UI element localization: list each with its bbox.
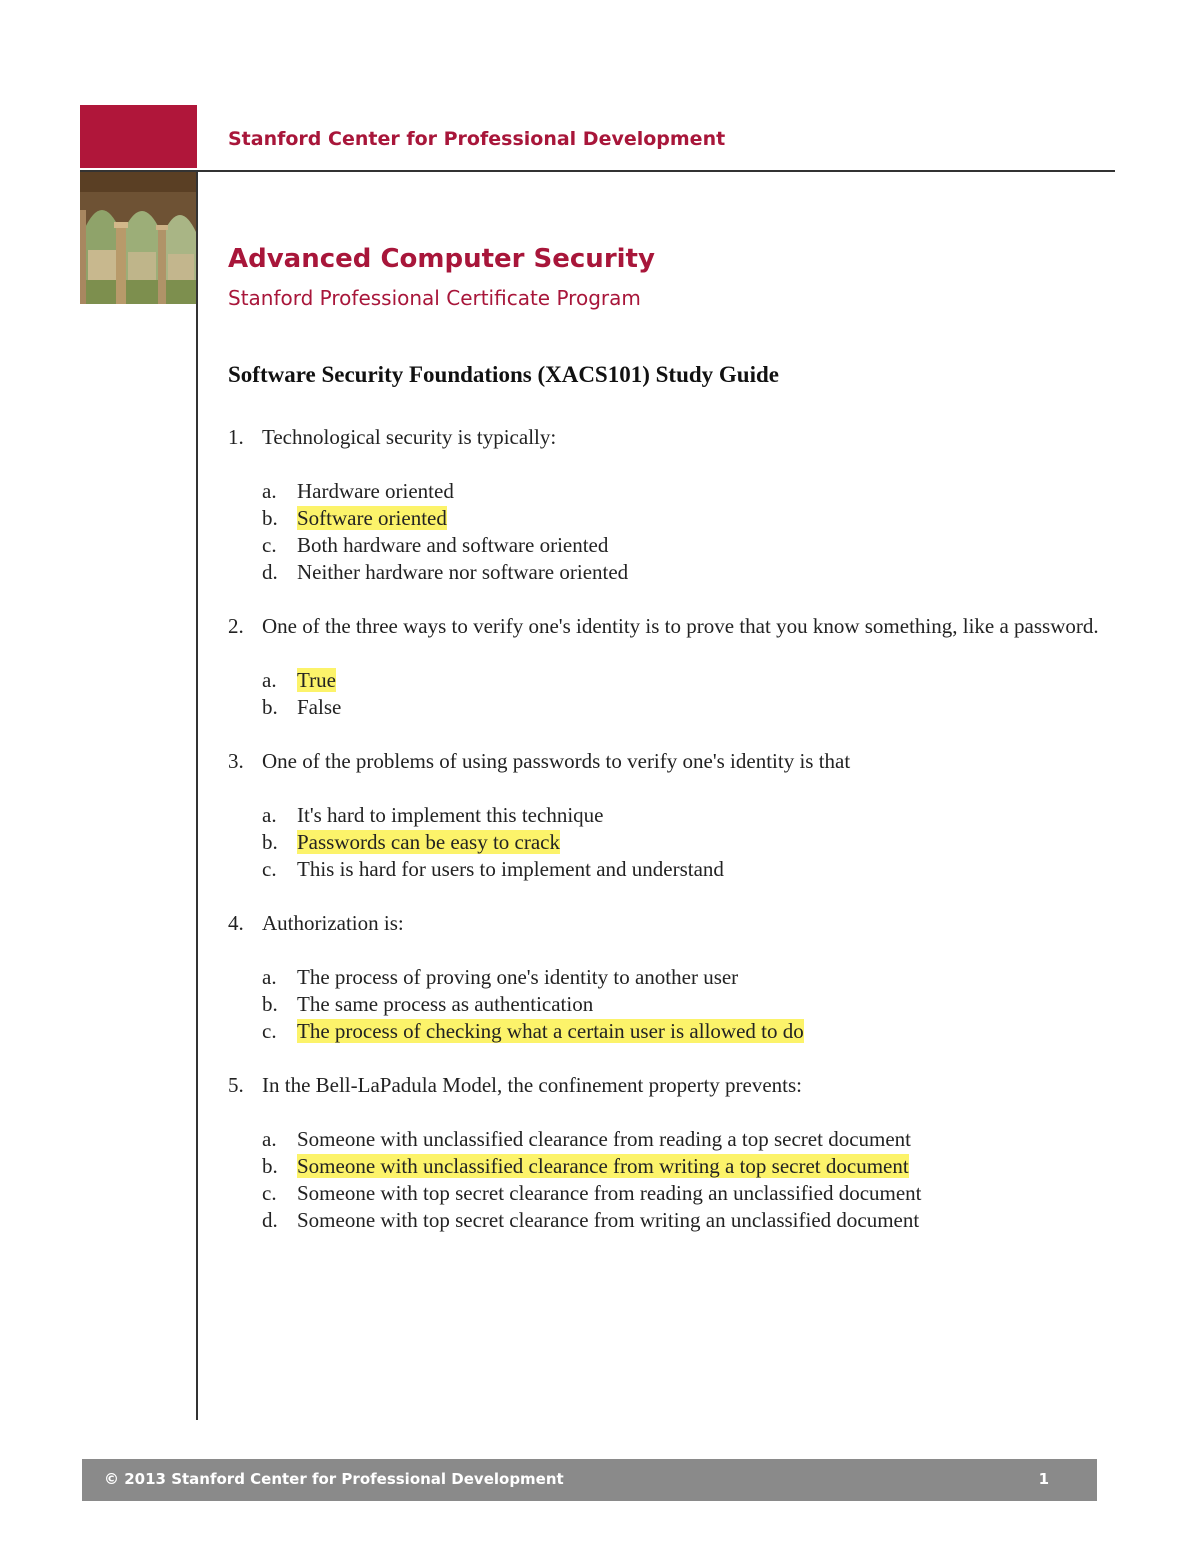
question-item (228, 1072, 1108, 1099)
answer-option (262, 667, 1108, 694)
question-item (228, 613, 1108, 640)
answer-options (228, 667, 1108, 721)
option-text: The process of proving one's identity to another user (297, 965, 739, 989)
option-text: Someone with unclassified clearance from reading a top secret document (297, 1127, 912, 1151)
question-text: One of the three ways to verify one's identity is to prove that you know something, like a password. (262, 614, 1099, 638)
answer-options (228, 478, 1108, 586)
answer-option (262, 505, 1108, 532)
option-letter: a. (262, 965, 277, 989)
option-letter: b. (262, 1154, 278, 1178)
answer-option (262, 478, 1108, 505)
option-text: False (297, 695, 342, 719)
option-text: The same process as authentication (297, 992, 594, 1016)
answer-options (228, 802, 1108, 883)
footer-copyright: © 2013 Stanford Center for Professional Development (104, 1470, 564, 1488)
question-text: Authorization is: (262, 911, 404, 935)
question-item (228, 424, 1108, 451)
question-number: 5. (228, 1073, 244, 1097)
header-org-name: Stanford Center for Professional Development (228, 128, 726, 150)
answer-option (262, 964, 1108, 991)
header-red-block (80, 105, 197, 168)
question-item (228, 910, 1108, 937)
option-text: Neither hardware nor software oriented (297, 560, 629, 584)
option-letter: c. (262, 1019, 277, 1043)
answer-option (262, 532, 1108, 559)
question-text: Technological security is typically: (262, 425, 557, 449)
option-letter: c. (262, 1181, 277, 1205)
option-text: Hardware oriented (297, 479, 454, 503)
question-number: 3. (228, 749, 244, 773)
answer-option (262, 1180, 1108, 1207)
option-letter: b. (262, 695, 278, 719)
course-subtitle: Stanford Professional Certificate Program (228, 286, 641, 310)
course-title: Advanced Computer Security (228, 244, 655, 274)
option-letter: a. (262, 668, 277, 692)
question-item (228, 748, 1108, 775)
answer-option (262, 1153, 1108, 1180)
vertical-rule (196, 170, 198, 1420)
option-letter: b. (262, 992, 278, 1016)
option-letter: b. (262, 506, 278, 530)
answer-option (262, 802, 1108, 829)
highlighted-answer-text: Software oriented (297, 506, 447, 530)
option-text: This is hard for users to implement and understand (297, 857, 724, 881)
answer-option (262, 559, 1108, 586)
answer-option (262, 1207, 1108, 1234)
campus-arches-photo (80, 170, 197, 304)
answer-option (262, 829, 1108, 856)
option-letter: a. (262, 1127, 277, 1151)
option-letter: c. (262, 533, 277, 557)
highlighted-answer-text: True (297, 668, 336, 692)
question-number: 2. (228, 614, 244, 638)
question-spacer (228, 721, 1108, 748)
highlighted-answer-text: Passwords can be easy to crack (297, 830, 560, 854)
question-list (228, 424, 1108, 1234)
option-text: Both hardware and software oriented (297, 533, 609, 557)
footer-page-number: 1 (1038, 1470, 1049, 1488)
option-text: It's hard to implement this technique (297, 803, 604, 827)
highlighted-answer-text: The process of checking what a certain user is allowed to do (297, 1019, 804, 1043)
option-letter: b. (262, 830, 278, 854)
option-text: Someone with top secret clearance from writing an unclassified document (297, 1208, 920, 1232)
option-letter: a. (262, 479, 277, 503)
option-letter: a. (262, 803, 277, 827)
question-spacer (228, 883, 1108, 910)
question-spacer (228, 1045, 1108, 1072)
highlighted-answer-text: Someone with unclassified clearance from writing a top secret document (297, 1154, 909, 1178)
question-number: 4. (228, 911, 244, 935)
horizontal-rule (80, 170, 1115, 172)
question-text: One of the problems of using passwords to verify one's identity is that (262, 749, 851, 773)
answer-option (262, 991, 1108, 1018)
question-text: In the Bell-LaPadula Model, the confinement property prevents: (262, 1073, 803, 1097)
answer-option (262, 1018, 1108, 1045)
answer-option (262, 694, 1108, 721)
answer-option (262, 856, 1108, 883)
option-letter: d. (262, 560, 278, 584)
study-guide-title: Software Security Foundations (XACS101) Study Guide (228, 362, 779, 387)
option-letter: d. (262, 1208, 278, 1232)
option-letter: c. (262, 857, 277, 881)
option-text: Someone with top secret clearance from reading an unclassified document (297, 1181, 922, 1205)
question-spacer (228, 586, 1108, 613)
answer-options (228, 964, 1108, 1045)
answer-option (262, 1126, 1108, 1153)
question-number: 1. (228, 425, 244, 449)
answer-options (228, 1126, 1108, 1234)
page-footer (82, 1459, 1097, 1501)
